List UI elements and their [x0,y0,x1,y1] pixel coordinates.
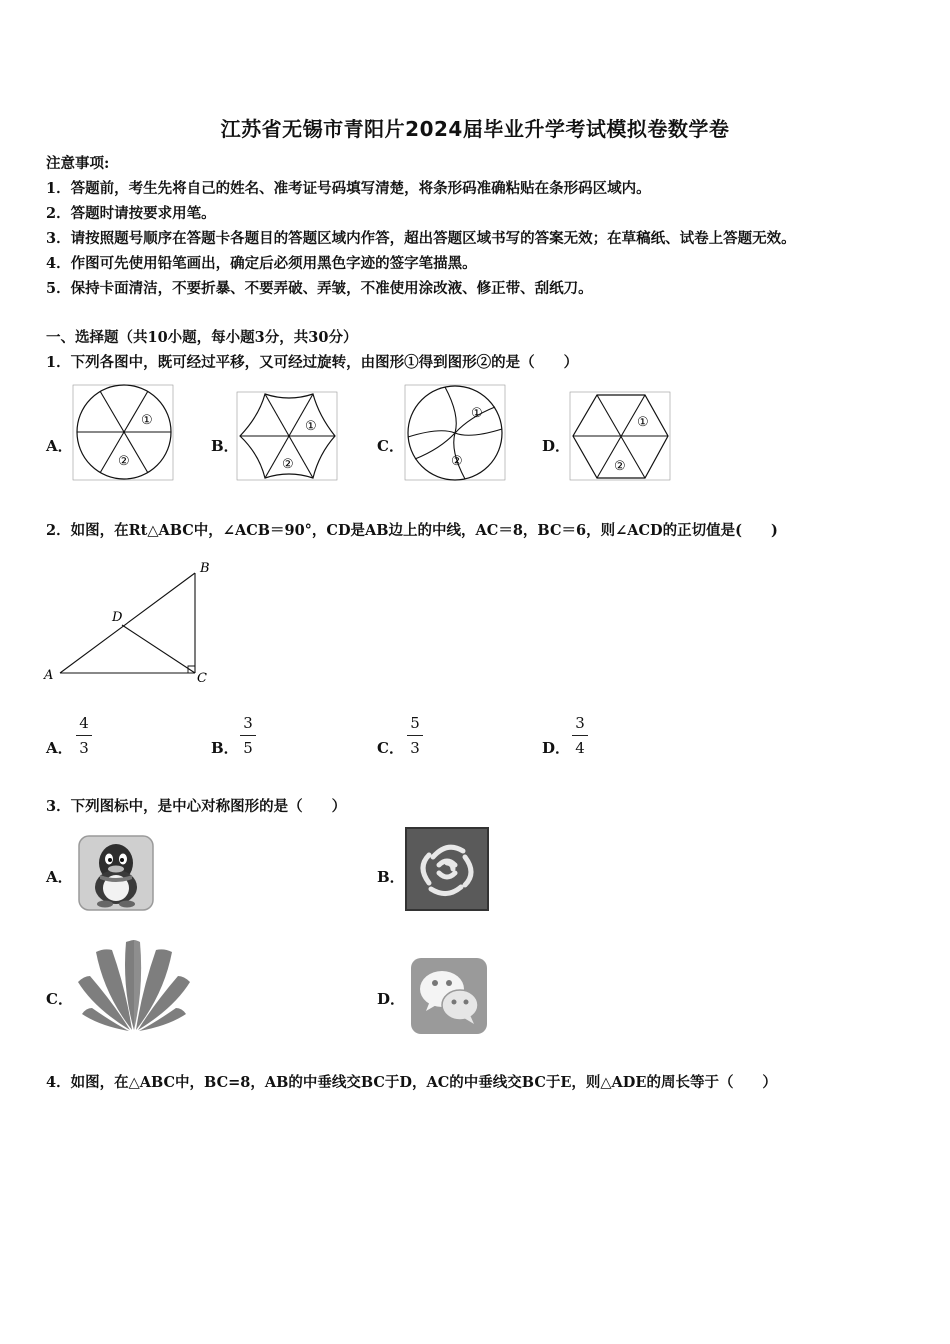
q2-option-b-fraction [238,713,258,758]
q3-option-c-label: C． [46,990,73,1008]
q1-option-b-label: B． [211,437,239,455]
q3-penguin-icon [78,835,154,911]
q3-petal-logo-icon [74,938,194,1033]
q1-option-c-label: C． [377,437,404,455]
q3-option-d-label: D． [377,990,406,1008]
notice-item-1: 1．答题前，考生先将自己的姓名、准考证号码填写清楚，将条形码准确粘贴在条形码区域内。 [46,180,651,197]
q1-c-mark-1: ① [471,406,483,421]
question-3-text: 3．下列图标中，是中心对称图形的是（ ） [46,798,347,815]
q2-label-b: B [200,561,210,576]
q2-option-c-label: C． [377,739,404,757]
notice-item-3: 3．请按照题号顺序在答题卡各题目的答题区域内作答，超出答题区域书写的答案无效；在草稿纸、试卷上答题无效。 [46,230,796,247]
question-1-text: 1．下列各图中，既可经过平移，又可经过旋转，由图形①得到图形②的是（ ） [46,354,579,371]
q1-figure-c [405,385,505,480]
q2-d-numerator: 3 [575,714,585,732]
q1-c-mark-2: ② [451,454,463,469]
q2-d-denominator: 4 [575,739,585,757]
q2-label-a: A [44,668,54,683]
q3-option-a-label: A． [46,868,73,886]
question-4-text: 4．如图，在△ABC中，BC=8，AB的中垂线交BC于D，AC的中垂线交BC于E，则△ADE的周长等于（ ） [46,1074,777,1091]
q2-option-d-fraction [570,713,590,758]
q2-c-denominator: 3 [410,739,420,757]
q1-figure-a [73,385,173,480]
page-title: 江苏省无锡市青阳片2024届毕业升学考试模拟卷数学卷 [220,117,730,141]
q1-figure-b [237,392,337,480]
q2-label-d: D [112,610,123,625]
notice-item-4: 4．作图可先使用铅笔画出，确定后必须用黑色字迹的签字笔描黑。 [46,255,477,272]
section-heading: 一、选择题（共10小题，每小题3分，共30分） [46,329,358,346]
q2-option-a-fraction [74,713,94,758]
notice-heading: 注意事项: [46,155,110,172]
q2-label-c: C [197,671,207,686]
question-2-text: 2．如图，在Rt△ABC中，∠ACB＝90°，CD是AB边上的中线，AC＝8，BC＝6，则∠ACD的正切值是( ) [46,522,778,539]
q2-option-b-label: B． [211,739,239,757]
q1-figure-d [570,392,670,480]
q3-swirl-icon [405,827,489,911]
q1-b-mark-2: ② [282,457,294,472]
q1-d-mark-1: ① [637,415,649,430]
q2-b-denominator: 5 [243,739,253,757]
q1-option-d-label: D． [542,437,571,455]
q1-b-mark-1: ① [305,419,317,434]
q1-d-mark-2: ② [614,459,626,474]
q2-b-numerator: 3 [243,714,253,732]
notice-item-2: 2．答题时请按要求用笔。 [46,205,216,222]
q1-a-mark-2: ② [118,454,130,469]
q2-a-numerator: 4 [79,714,89,732]
q2-option-c-fraction [405,713,425,758]
q2-option-d-label: D． [542,739,571,757]
q3-option-b-label: B． [377,868,405,886]
q2-triangle-figure [40,555,220,690]
q2-c-numerator: 5 [410,714,420,732]
q2-option-a-label: A． [46,739,73,757]
notice-item-5: 5．保持卡面清洁，不要折暴、不要弄破、弄皱，不准使用涂改液、修正带、刮纸刀。 [46,280,593,297]
q1-a-mark-1: ① [141,413,153,428]
q1-option-a-label: A． [46,437,73,455]
q3-chat-bubbles-icon [410,957,488,1035]
q2-a-denominator: 3 [79,739,89,757]
